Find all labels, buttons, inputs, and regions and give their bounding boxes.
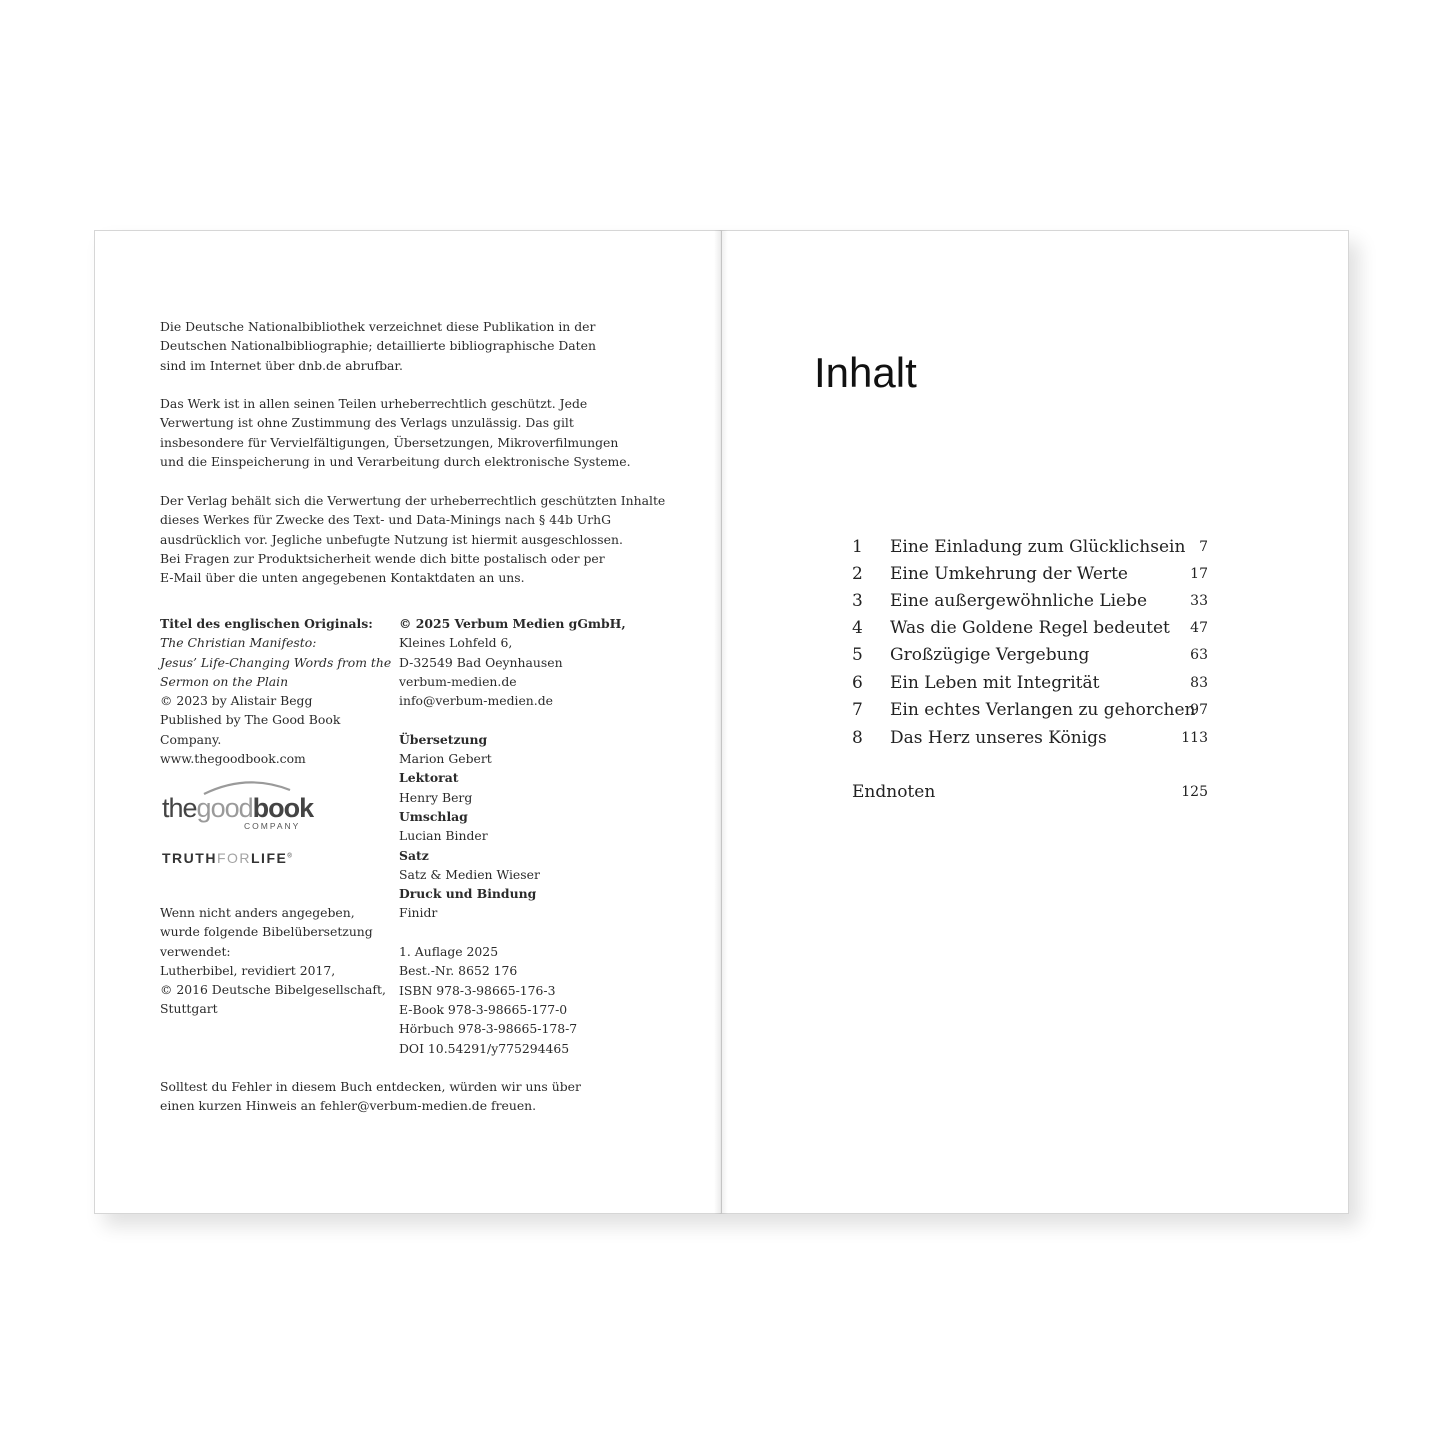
text-line: ausdrücklich vor. Jegliche unbefugte Nutzung ist hiermit ausgeschlossen. (160, 531, 623, 547)
logo-truth: TRUTH (162, 850, 217, 866)
text-line: wurde folgende Bibelübersetzung (160, 924, 373, 940)
text-line: © 2016 Deutsche Bibelgesellschaft, (160, 982, 386, 998)
toc-entry[interactable] (852, 700, 1208, 724)
publisher-name: © 2025 Verbum Medien gGmbH, (399, 616, 626, 631)
logo-wordmark (162, 793, 313, 824)
bibliography-notice (160, 317, 596, 375)
text-line: Stuttgart (160, 1001, 218, 1017)
logo-company: COMPANY (244, 821, 301, 831)
publisher-address-line: Kleines Lohfeld 6, (399, 635, 513, 651)
toc-entry[interactable] (852, 645, 1208, 669)
data-mining-notice (160, 491, 665, 587)
original-title-line: Sermon on the Plain (160, 673, 289, 689)
page-number: 63 (1190, 647, 1208, 663)
publisher-block (399, 614, 626, 1058)
original-copyright: © 2023 by Alistair Begg (160, 693, 313, 709)
chapter-number: 3 (852, 591, 863, 611)
chapter-title: Eine außergewöhnliche Liebe (890, 591, 1148, 611)
publisher-address-line: D-32549 Bad Oeynhausen (399, 654, 563, 670)
text-line: E-Mail über die unten angegebenen Kontaktdaten an uns. (160, 570, 525, 586)
page-number: 33 (1190, 593, 1208, 609)
truth-for-life-logo (162, 850, 293, 866)
chapter-number: 2 (852, 564, 863, 584)
registered-mark: ® (287, 853, 294, 860)
chapter-number: 6 (852, 673, 863, 693)
credit-name: Finidr (399, 905, 438, 921)
doi: DOI 10.54291/y775294465 (399, 1040, 570, 1056)
credit-role: Druck und Bindung (399, 886, 537, 902)
imprint-page (94, 230, 722, 1214)
text-line: Das Werk ist in allen seinen Teilen urheberrechtlich geschützt. Jede (160, 396, 588, 411)
credit-name: Henry Berg (399, 789, 473, 805)
text-line: Der Verlag behält sich die Verwertung der urheberrechtlich geschützten Inhalte (160, 493, 666, 508)
original-edition-block (160, 614, 391, 768)
audiobook-isbn: Hörbuch 978-3-98665-178-7 (399, 1021, 578, 1037)
chapter-title: Was die Goldene Regel bedeutet (890, 618, 1170, 638)
spine-gutter (714, 230, 728, 1214)
order-number: Best.-Nr. 8652 176 (399, 963, 518, 979)
toc-entry[interactable] (852, 728, 1208, 752)
book-spread (94, 230, 1349, 1214)
logo-life: LIFE (251, 850, 288, 866)
toc-entry[interactable] (852, 537, 1208, 561)
the-good-book-company-logo (162, 779, 322, 835)
publisher-website: verbum-medien.de (399, 673, 517, 689)
chapter-title: Großzügige Vergebung (890, 645, 1090, 665)
original-publisher-line: Company. (160, 731, 222, 747)
toc-entry[interactable] (852, 673, 1208, 697)
chapter-title: Ein echtes Verlangen zu gehorchen (890, 700, 1196, 720)
edition-line: 1. Auflage 2025 (399, 944, 499, 960)
text-line: sind im Internet über dnb.de abrufbar. (160, 357, 403, 373)
text-line: verwendet: (160, 943, 231, 959)
isbn: ISBN 978-3-98665-176-3 (399, 982, 556, 998)
credit-role: Umschlag (399, 808, 468, 824)
chapter-title: Ein Leben mit Integrität (890, 673, 1100, 693)
original-title-line: The Christian Manifesto: (160, 635, 317, 651)
original-publisher-line: Published by The Good Book (160, 712, 341, 728)
text-line: Deutschen Nationalbibliographie; detaillierte bibliographische Daten (160, 338, 596, 354)
credit-role: Lektorat (399, 770, 459, 786)
text-line: Wenn nicht anders angegeben, (160, 905, 355, 920)
chapter-title: Eine Einladung zum Glücklichsein (890, 537, 1186, 557)
text-line: und die Einspeicherung in und Verarbeitung durch elektronische Systeme. (160, 453, 631, 469)
errata-note (160, 1077, 581, 1116)
text-line: dieses Werkes für Zwecke des Text- und Data-Minings nach § 44b UrhG (160, 512, 612, 528)
chapter-title: Das Herz unseres Königs (890, 728, 1107, 748)
credit-role: Satz (399, 847, 429, 863)
text-line: insbesondere für Vervielfältigungen, Übersetzungen, Mikroverfilmungen (160, 434, 619, 450)
page-number: 47 (1190, 620, 1208, 636)
page-number: 97 (1190, 702, 1208, 718)
logo-book: book (252, 793, 314, 823)
text-line: Lutherbibel, revidiert 2017, (160, 962, 336, 978)
credit-name: Satz & Medien Wieser (399, 866, 540, 882)
text-line: Solltest du Fehler in diesem Buch entdecken, würden wir uns über (160, 1079, 581, 1094)
text-line: Bei Fragen zur Produktsicherheit wende dich bitte postalisch oder per (160, 550, 605, 566)
text-line: Die Deutsche Nationalbibliothek verzeichnet diese Publikation in der (160, 319, 596, 334)
chapter-number: 7 (852, 700, 863, 720)
text-line: einen kurzen Hinweis an fehler@verbum-medien.de freuen. (160, 1098, 537, 1114)
page-number: 125 (1181, 784, 1208, 800)
page-title: Inhalt (814, 349, 917, 396)
publisher-email: info@verbum-medien.de (399, 693, 553, 709)
credit-role: Übersetzung (399, 731, 488, 747)
toc-endnotes[interactable] (852, 782, 1208, 806)
ebook-isbn: E-Book 978-3-98665-177-0 (399, 1001, 568, 1017)
chapter-number: 5 (852, 645, 863, 665)
page-number: 83 (1190, 675, 1208, 691)
logo-good: good (196, 793, 253, 823)
page-number: 113 (1181, 730, 1208, 746)
original-heading: Titel des englischen Originals: (160, 616, 373, 631)
toc-entry[interactable] (852, 591, 1208, 615)
text-line: Verwertung ist ohne Zustimmung des Verlags unzulässig. Das gilt (160, 415, 574, 431)
credit-name: Marion Gebert (399, 751, 492, 767)
page-number: 7 (1199, 539, 1208, 555)
original-title-line: Jesus’ Life-Changing Words from the (160, 654, 392, 670)
logo-the: the (162, 793, 197, 823)
chapter-number: 1 (852, 537, 863, 557)
logo-for: FOR (216, 850, 251, 866)
chapter-number: 8 (852, 728, 863, 748)
credit-name: Lucian Binder (399, 828, 488, 844)
page-number: 17 (1190, 566, 1208, 582)
copyright-notice (160, 394, 631, 471)
endnotes-label: Endnoten (852, 782, 936, 802)
toc-entry[interactable] (852, 564, 1208, 588)
chapter-title: Eine Umkehrung der Werte (890, 564, 1128, 584)
toc-entry[interactable] (852, 618, 1208, 642)
original-website: www.thegoodbook.com (160, 751, 306, 767)
chapter-number: 4 (852, 618, 863, 638)
contents-page (721, 230, 1349, 1214)
bible-translation-note (160, 903, 386, 1019)
